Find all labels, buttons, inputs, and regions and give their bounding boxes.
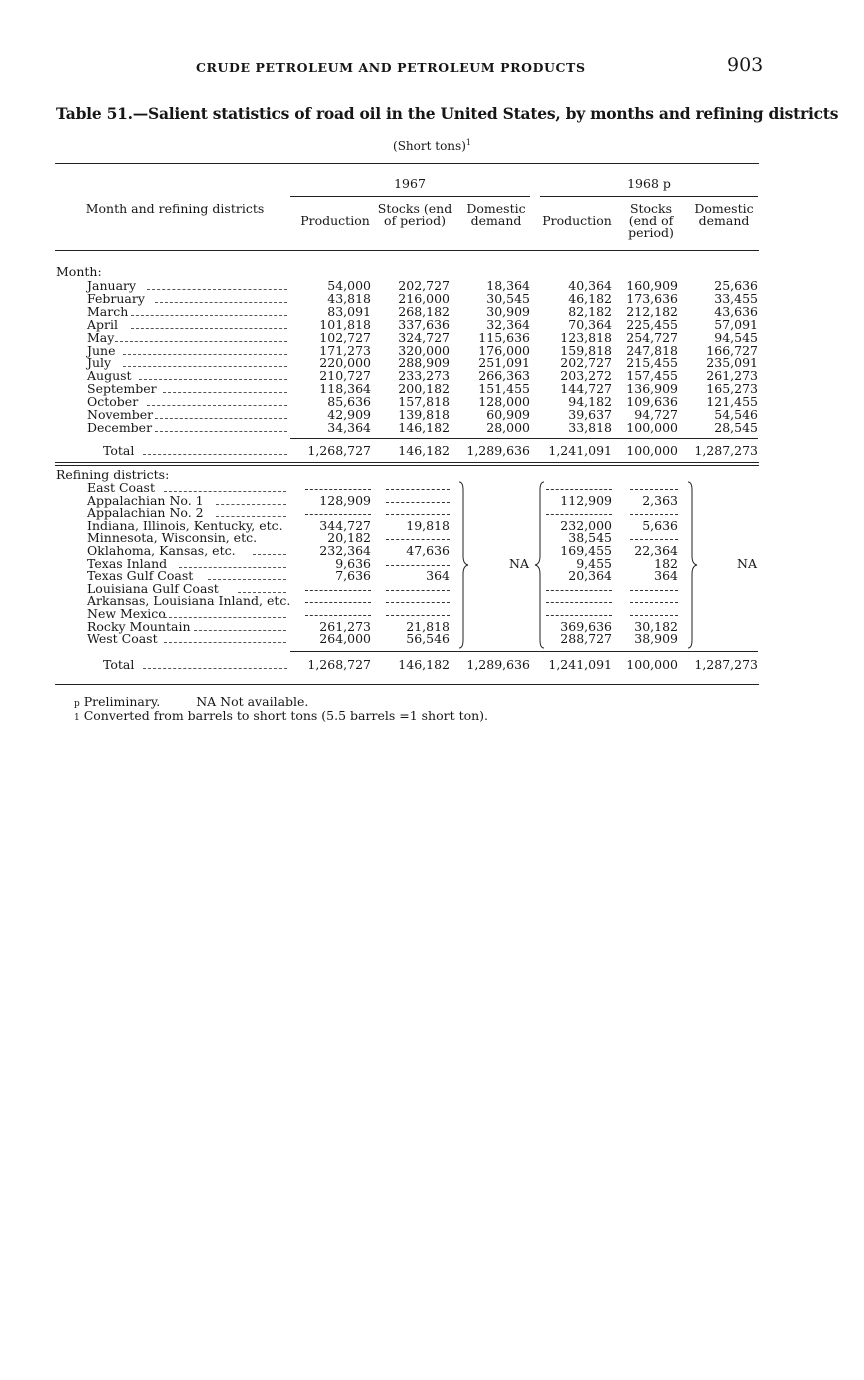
district-cell: 9,455 [576,556,612,571]
units-line [0,138,864,153]
stub-header: Month and refining districts [85,201,265,216]
note-mark: 1 [74,713,80,723]
no-data-dash [630,602,678,603]
month-label: December [87,420,153,435]
month-cell: 43,636 [714,304,758,319]
stub-leader [147,405,287,406]
footnote-conversion [74,708,488,723]
month-cell: 160,909 [626,278,678,293]
year-1967: 1967 [394,176,426,191]
month-cell: 94,545 [714,330,758,345]
month-cell: 39,637 [568,407,612,422]
month-label: June [87,343,116,358]
month-cell: 102,727 [319,330,371,345]
rule-month-total-bottom-1 [55,462,759,463]
no-data-dash [546,590,612,591]
stub-leader [143,454,287,455]
district-cell: 30,182 [634,619,678,634]
month-cell: 337,636 [398,317,450,332]
month-cell: 30,545 [486,291,530,306]
month-label: November [87,407,154,422]
year-1968: 1968 p [627,176,671,191]
month-cell: 101,818 [319,317,371,332]
month-cell: 166,727 [706,343,758,358]
district-total-cell: 1,289,636 [466,657,530,672]
no-data-dash [386,502,450,503]
month-cell: 288,909 [398,355,450,370]
district-cell: 9,636 [335,556,371,571]
district-cell: 5,636 [642,518,678,533]
preliminary-mark: p [74,699,80,709]
district-label: West Coast [87,631,158,646]
stub-leader [164,617,286,618]
na-text: NA Not available. [196,694,309,709]
month-cell: 254,727 [626,330,678,345]
brace-right-1967-path [459,482,468,648]
month-cell: 320,000 [398,343,450,358]
month-cell: 136,909 [626,381,678,396]
month-total-cell: 1,287,273 [694,443,758,458]
no-data-dash [630,590,678,591]
month-label: September [87,381,157,396]
month-cell: 83,091 [327,304,371,319]
month-total-cell: 146,182 [398,443,450,458]
district-cell: 261,273 [319,619,371,634]
stub-leader [155,418,287,419]
district-cell: 364 [654,568,678,583]
month-label: July [87,355,112,370]
column-header: Domestic demand [694,201,754,228]
month-cell: 70,364 [568,317,612,332]
month-cell: 261,273 [706,368,758,383]
district-cell: 56,546 [406,631,450,646]
rule-header-bottom [55,250,759,251]
no-data-dash [386,489,450,490]
stub-leader [216,516,286,517]
month-cell: 139,818 [398,407,450,422]
district-label: Appalachian No. 1 [87,493,204,508]
no-data-dash [305,514,371,515]
district-cell: 169,455 [560,543,612,558]
month-cell: 220,000 [319,355,371,370]
month-cell: 233,273 [398,368,450,383]
month-cell: 30,909 [486,304,530,319]
month-cell: 215,455 [626,355,678,370]
district-label: East Coast [87,480,155,495]
month-cell: 25,636 [714,278,758,293]
month-total-cell: 1,268,727 [307,443,371,458]
district-label: Appalachian No. 2 [87,505,204,520]
district-label: Texas Gulf Coast [87,568,194,583]
month-cell: 200,182 [398,381,450,396]
district-cell: 112,909 [560,493,612,508]
month-total-cell: 100,000 [626,443,678,458]
stub-leader [179,567,286,568]
district-total-cell: 1,241,091 [548,657,612,672]
column-header: Production [300,213,370,228]
no-data-dash [305,489,371,490]
month-cell: 146,182 [398,420,450,435]
no-data-dash [546,615,612,616]
rule-year-1968 [540,196,758,197]
district-label: Rocky Mountain [87,619,191,634]
district-total-cell: 146,182 [398,657,450,672]
month-cell: 33,455 [714,291,758,306]
footnote-preliminary [74,694,308,709]
brace-left-1968-path [535,482,544,648]
district-cell: 38,909 [634,631,678,646]
table-title: Table 51.—Salient statistics of road oil in the United States, by months and refining districts [56,104,839,123]
month-section-label: Month: [56,264,102,279]
no-data-dash [386,565,450,566]
district-label: Louisiana Gulf Coast [87,581,219,596]
no-data-dash [386,602,450,603]
month-cell: 173,636 [626,291,678,306]
no-data-dash [546,514,612,515]
stub-leader [139,379,287,380]
district-cell: 344,727 [319,518,371,533]
month-cell: 235,091 [706,355,758,370]
month-cell: 32,364 [486,317,530,332]
no-data-dash [386,514,450,515]
stub-leader [216,504,286,505]
column-header: Stocks (end of period) [628,201,674,240]
month-cell: 202,727 [398,278,450,293]
column-header: Production [542,213,612,228]
stub-leader [115,341,287,342]
stub-leader [131,328,287,329]
month-cell: 94,182 [568,394,612,409]
month-cell: 54,000 [327,278,371,293]
month-cell: 216,000 [398,291,450,306]
stub-leader [194,630,286,631]
month-cell: 121,455 [706,394,758,409]
month-cell: 28,545 [714,420,758,435]
district-cell: 21,818 [406,619,450,634]
stub-leader [164,491,286,492]
district-cell: 7,636 [335,568,371,583]
month-cell: 165,273 [706,381,758,396]
month-cell: 54,546 [714,407,758,422]
month-cell: 144,727 [560,381,612,396]
running-title: CRUDE PETROLEUM AND PETROLEUM PRODUCTS [196,60,586,75]
stub-leader [208,579,286,580]
district-cell: 22,364 [634,543,678,558]
stub-leader [147,289,287,290]
district-cell: 288,727 [560,631,612,646]
no-data-dash [630,539,678,540]
brace-left-1968 [532,480,546,650]
column-header: Stocks (end of period) [377,201,453,228]
month-cell: 225,455 [626,317,678,332]
units-footnote-mark: 1 [465,138,471,147]
no-data-dash [546,602,612,603]
district-cell: 364 [426,568,450,583]
district-total-cell: 100,000 [626,657,678,672]
no-data-dash [386,539,450,540]
month-cell: 46,182 [568,291,612,306]
district-total-cell: 1,268,727 [307,657,371,672]
no-data-dash [630,514,678,515]
district-cell: 182 [654,556,678,571]
month-label: March [87,304,129,319]
district-cell: 232,000 [560,518,612,533]
no-data-dash [305,590,371,591]
units-label: (Short tons) [393,139,466,153]
month-cell: 324,727 [398,330,450,345]
month-cell: 247,818 [626,343,678,358]
district-cell: 47,636 [406,543,450,558]
district-cell: 19,818 [406,518,450,533]
month-cell: 210,727 [319,368,371,383]
no-data-dash [305,602,371,603]
district-cell: 232,364 [319,543,371,558]
district-label: Oklahoma, Kansas, etc. [87,543,236,558]
stub-leader [155,302,287,303]
rule-district-total-top [290,651,758,652]
district-total-label: Total [103,657,135,672]
month-cell: 60,909 [486,407,530,422]
month-cell: 212,182 [626,304,678,319]
rule-top [55,163,759,164]
month-cell: 85,636 [327,394,371,409]
month-total-cell: 1,241,091 [548,443,612,458]
month-label: April [87,317,118,332]
district-label: Indiana, Illinois, Kentucky, etc. [87,518,283,533]
stub-leader [155,431,287,432]
stub-leader [164,642,286,643]
column-header: Domestic demand [466,201,526,228]
month-cell: 42,909 [327,407,371,422]
no-data-dash [305,615,371,616]
no-data-dash [630,489,678,490]
month-cell: 28,000 [486,420,530,435]
stub-leader [131,315,287,316]
stub-leader [123,354,287,355]
brace-right-1967 [457,480,471,650]
month-label: October [87,394,139,409]
month-cell: 176,000 [478,343,530,358]
district-label: Texas Inland [87,556,168,571]
brace-right-1968 [686,480,700,650]
district-total-cell: 1,287,273 [694,657,758,672]
month-cell: 40,364 [568,278,612,293]
month-cell: 268,182 [398,304,450,319]
rule-bottom [55,684,759,685]
month-cell: 109,636 [626,394,678,409]
month-total-label: Total [103,443,135,458]
stub-leader [123,366,287,367]
month-cell: 57,091 [714,317,758,332]
month-cell: 157,818 [398,394,450,409]
district-cell: 369,636 [560,619,612,634]
month-cell: 82,182 [568,304,612,319]
month-cell: 115,636 [478,330,530,345]
district-cell: 20,182 [327,530,371,545]
district-label: Arkansas, Louisiana Inland, etc. [87,593,291,608]
district-label: Minnesota, Wisconsin, etc. [87,530,258,545]
no-data-dash [386,615,450,616]
month-cell: 43,818 [327,291,371,306]
month-cell: 251,091 [478,355,530,370]
month-cell: 34,364 [327,420,371,435]
district-cell: 38,545 [568,530,612,545]
district-cell: 20,364 [568,568,612,583]
no-data-dash [630,615,678,616]
month-cell: 266,363 [478,368,530,383]
month-cell: 202,727 [560,355,612,370]
district-cell: 128,909 [319,493,371,508]
preliminary-text: Preliminary. [83,694,161,709]
month-cell: 203,272 [560,368,612,383]
month-cell: 33,818 [568,420,612,435]
note-text: Converted from barrels to short tons (5.5 barrels =1 short ton). [83,708,489,723]
month-cell: 94,727 [634,407,678,422]
month-cell: 118,364 [319,381,371,396]
month-cell: 100,000 [626,420,678,435]
stub-leader [143,668,287,669]
brace-right-1968-path [688,482,697,648]
month-cell: 123,818 [560,330,612,345]
rule-year-1967 [290,196,530,197]
month-cell: 159,818 [560,343,612,358]
na-1967: NA [509,556,529,571]
rule-month-total-top [290,438,758,439]
district-label: New Mexico [87,606,166,621]
page-number: 903 [727,54,764,76]
district-cell: 2,363 [642,493,678,508]
no-data-dash [386,590,450,591]
month-cell: 157,455 [626,368,678,383]
month-cell: 18,364 [486,278,530,293]
month-label: February [87,291,145,306]
district-section-label: Refining districts: [56,467,170,482]
rule-month-total-bottom-2 [55,465,759,466]
stub-leader [163,392,287,393]
month-cell: 171,273 [319,343,371,358]
no-data-dash [546,489,612,490]
month-label: January [87,278,137,293]
month-total-cell: 1,289,636 [466,443,530,458]
month-cell: 151,455 [478,381,530,396]
month-label: August [87,368,132,383]
stub-leader [253,554,286,555]
district-cell: 264,000 [319,631,371,646]
month-cell: 128,000 [478,394,530,409]
month-label: May [87,330,115,345]
na-1968: NA [737,556,757,571]
